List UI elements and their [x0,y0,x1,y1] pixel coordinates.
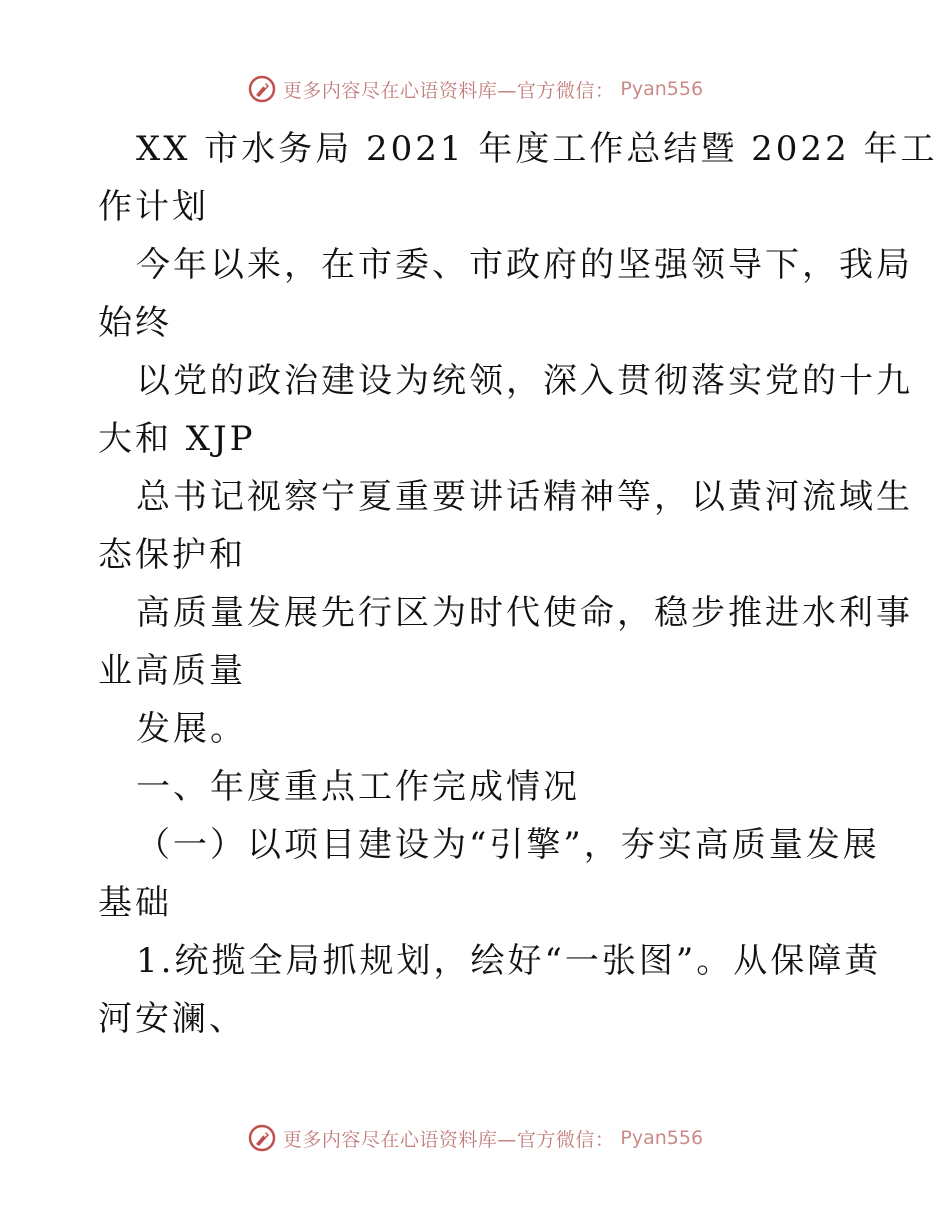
watermark-footer [0,1123,950,1153]
text-line: 河安澜、 [98,999,246,1039]
text-line: XX 市水务局 2021 年度工作总结暨 2022 年工 [136,129,938,169]
watermark-text: 更多内容尽在心语资料库—官方微信： [282,79,615,102]
watermark-account: Pyan556 [620,78,704,100]
watermark-header [0,74,950,104]
text-line: 以党的政治建设为统领，深入贯彻落实党的十九 [136,361,913,401]
text-line: 作计划 [98,187,209,227]
text-line: 业高质量 [98,651,246,691]
text-line: 1.统揽全局抓规划，绘好“一张图”。从保障黄 [136,941,882,981]
text-line: 态保护和 [98,535,246,575]
document-body [98,120,938,1048]
text-line: 始终 [98,303,172,343]
text-line: 总书记视察宁夏重要讲话精神等，以黄河流域生 [136,477,913,517]
pen-nib-icon [247,74,277,104]
text-line: 发展。 [136,709,247,749]
text-line: 一、年度重点工作完成情况 [136,767,580,807]
text-line: 基础 [98,883,172,923]
pen-nib-icon [247,1123,277,1153]
watermark-account: Pyan556 [620,1127,704,1149]
text-line: 大和 XJP [98,419,256,459]
text-line: 高质量发展先行区为时代使命，稳步推进水利事 [136,593,913,633]
text-line: 今年以来，在市委、市政府的坚强领导下，我局 [136,245,913,285]
watermark-text: 更多内容尽在心语资料库—官方微信： [282,1128,615,1151]
text-line: （一）以项目建设为“引擎”，夯实高质量发展 [136,825,880,865]
